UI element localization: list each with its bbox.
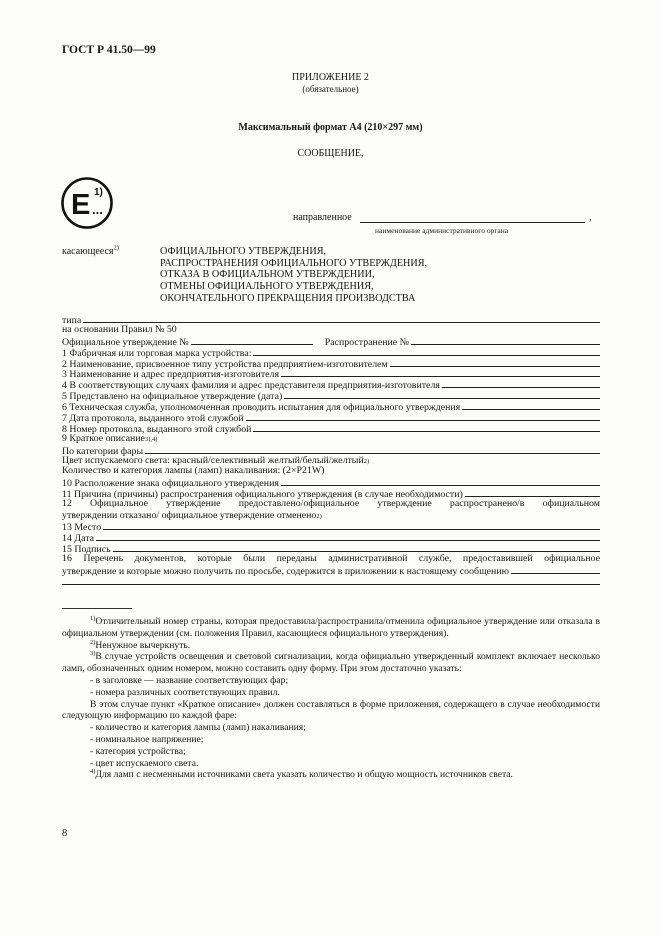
form-item-label: утверждении отказано/ официальное утверждение отменено	[62, 509, 317, 521]
form-item-field[interactable]	[465, 488, 600, 497]
form-item-label: 3 Наименование и адрес предприятия-изготовителя	[62, 369, 279, 381]
form-item-label: 7 Дата протокола, выданного этой службой	[62, 413, 244, 425]
footnote-marker: 2)	[90, 638, 96, 646]
sender-caption: наименование административного органа	[375, 226, 509, 235]
form-item-12-line2: утверждении отказано/ официальное утверждение отменено 2)	[62, 509, 322, 521]
footnote-list-item: - номинальное напряжение;	[90, 733, 204, 745]
form-item-label: 10 Расположение знака официального утверждения	[62, 478, 279, 490]
form-item-label: 4 В соответствующих случаях фамилия и адрес представителя предприятия-изготовителя	[62, 380, 440, 392]
form-item	[62, 379, 600, 390]
form-item	[62, 412, 600, 423]
form-item-label: 13 Место	[62, 522, 102, 534]
appendix-title: ПРИЛОЖЕНИЕ 2	[292, 72, 369, 83]
concerning-footnote-ref: 2)	[113, 244, 119, 252]
form-item-label: 6 Техническая служба, уполномоченная проводить испытания для официального утверждения	[62, 402, 461, 414]
form-item-12-line1	[62, 499, 600, 510]
footnote-list-item: - в заголовке — название соответствующих фар;	[90, 674, 289, 686]
type-field[interactable]	[83, 314, 600, 323]
footnotes	[62, 616, 600, 781]
footnote-text: Для ламп с несменными источниками света указать количество и общую мощность источников света.	[95, 769, 513, 781]
place-field[interactable]	[103, 521, 600, 530]
footnote-list-item: - номера различных соответствующих правил.	[90, 686, 280, 698]
form-item-field[interactable]	[253, 347, 600, 356]
form-item	[62, 347, 600, 358]
footnote-list-item: - цвет испускаемого света.	[90, 757, 199, 769]
footnote-marker: 1)	[90, 614, 96, 622]
document-code: ГОСТ Р 41.50—99	[62, 44, 156, 56]
regulation-basis: на основании Правил № 50	[62, 323, 177, 335]
form-item-field[interactable]	[281, 477, 600, 486]
concerning-option: РАСПРОСТРАНЕНИЯ ОФИЦИАЛЬНОГО УТВЕРЖДЕНИЯ,	[160, 257, 428, 269]
form-item-16-line2	[62, 565, 600, 576]
mark-dots: ...	[92, 202, 103, 217]
form-row-basis	[62, 325, 600, 336]
date-field[interactable]	[96, 532, 600, 541]
form-row-blank	[62, 576, 600, 587]
mark-footnote-ref: 1)	[94, 187, 103, 198]
form-item-label: 1 Фабричная или торговая марка устройства:	[62, 347, 252, 359]
form-item	[62, 358, 600, 369]
circled-e-icon	[60, 176, 124, 230]
form-item-field[interactable]	[442, 379, 600, 388]
concerning-option: ОФИЦИАЛЬНОГО УТВЕРЖДЕНИЯ,	[160, 246, 327, 257]
type-label: типа	[62, 315, 82, 326]
form-item-label: утверждение и которые можно получить по просьбе, содержится в приложении к настоящему сообщению	[62, 566, 510, 578]
concerning-option: ОТКАЗА В ОФИЦИАЛЬНОМ УТВЕРЖДЕНИИ,	[160, 269, 375, 281]
documents-field[interactable]	[511, 565, 600, 574]
headlamp-category-field[interactable]	[145, 445, 600, 454]
sender-label: направленное	[293, 212, 352, 223]
extension-number-label: Распространение №	[324, 336, 410, 348]
form-item-label: 11 Причина (причины) распространения официального утверждения (в случае необходимости)	[62, 489, 463, 501]
form-item-label: 15 Подпись	[62, 544, 111, 556]
form-item-label: 2 Наименование, присвоенное типу устройства предприятием-изготовителем	[62, 358, 388, 370]
form-item-label: 5 Представлено на официальное утверждение (дата)	[62, 391, 283, 403]
concerning-option: ОТМЕНЫ ОФИЦИАЛЬНОГО УТВЕРЖДЕНИЯ,	[160, 281, 374, 293]
page-number: 8	[62, 828, 68, 839]
footnote-1	[62, 616, 600, 640]
form-item	[62, 390, 600, 401]
concerning-option: ОКОНЧАТЕЛЬНОГО ПРЕКРАЩЕНИЯ ПРОИЗВОДСТВА	[160, 292, 416, 304]
form-item	[62, 521, 600, 532]
sender-comma: ,	[589, 212, 592, 223]
headlamp-category-label: По категории фары	[62, 445, 144, 457]
form-item-16-line1	[62, 554, 600, 565]
sender-field[interactable]	[360, 222, 585, 223]
form-item-label: 9 Краткое описание	[62, 432, 145, 444]
form-item-label: 12 Официальное утверждение предоставлено/официальное утверждение распространено/в официальном	[62, 498, 600, 510]
form-item	[62, 368, 600, 379]
approval-form	[62, 314, 600, 587]
concerning-options	[160, 246, 427, 305]
light-color-label: Цвет испускаемого света: красный/селективный желтый/белый/желтый	[62, 454, 364, 466]
form-item	[62, 532, 600, 543]
mark-letter: E	[71, 189, 91, 221]
footnote-4	[62, 769, 600, 781]
concerning-label	[62, 246, 119, 257]
form-row-lamps	[62, 466, 600, 477]
footnote-list-item: - количество и категория лампы (ламп) накаливания;	[90, 722, 306, 734]
form-item	[62, 401, 600, 412]
documents-field-continued[interactable]	[62, 576, 600, 585]
form-item-field[interactable]	[390, 358, 600, 367]
form-item-field[interactable]	[462, 401, 600, 410]
form-item-label: 8 Номер протокола, выданного этой службой	[62, 423, 252, 435]
concerning-label-text: касающееся	[62, 246, 114, 257]
footnote-3	[62, 651, 600, 675]
form-row-headlamp	[62, 445, 600, 456]
lamps-label: Количество и категория лампы (ламп) накаливания: (2×P21W)	[62, 465, 325, 477]
extension-number-field[interactable]	[411, 336, 600, 345]
form-item-label: 16 Перечень документов, которые были переданы административной службе, предоставившей официальное	[62, 553, 600, 565]
approval-number-field[interactable]	[191, 336, 313, 345]
footnote-text: Ненужное вычеркнуть.	[95, 639, 191, 651]
footnote-marker: 4)	[90, 768, 96, 776]
form-item-9: 9 Краткое описание 3),4)	[62, 432, 158, 444]
footnote-3-continued: В этом случае пункт «Краткое описание» должен составляться в форме приложения, содержащего в случае необходимости следующую информацию по каждой фаре:	[62, 698, 600, 722]
appendix-subtitle: (обязательное)	[302, 84, 359, 94]
form-item-field[interactable]	[246, 412, 600, 421]
form-row-color: Цвет испускаемого света: красный/селективный желтый/белый/желтый 2)	[62, 454, 370, 466]
form-row-numbers	[62, 336, 600, 347]
footnote-list-item: - категория устройства;	[90, 745, 186, 757]
footnote-2	[62, 640, 600, 652]
approval-mark-icon	[60, 176, 124, 230]
form-item-field[interactable]	[281, 368, 600, 377]
signature-field[interactable]	[113, 543, 600, 552]
form-item	[62, 477, 600, 488]
form-item-field[interactable]	[253, 423, 600, 432]
approval-number-label: Официальное утверждение №	[62, 336, 189, 348]
message-title: СООБЩЕНИЕ,	[297, 148, 364, 159]
footnote-text: В случае устройств освещения и световой сигнализации, когда официально утвержденный комплект включает несколько ламп, обозначенных одним номером, можно составить одну форму. При этом достаточно указать:	[62, 651, 600, 675]
format-note: Максимальный формат А4 (210×297 мм)	[238, 122, 423, 133]
footnote-text: Отличительный номер страны, которая предоставила/распространила/отменила официальное утверждение или отказала в официальном утверждении (см. положения Правил, касающиеся официального утверждения).	[62, 616, 600, 639]
form-item-label: 14 Дата	[62, 533, 95, 545]
footnote-separator	[62, 608, 132, 609]
form-item-field[interactable]	[284, 390, 600, 399]
footnote-marker: 3)	[90, 650, 96, 658]
